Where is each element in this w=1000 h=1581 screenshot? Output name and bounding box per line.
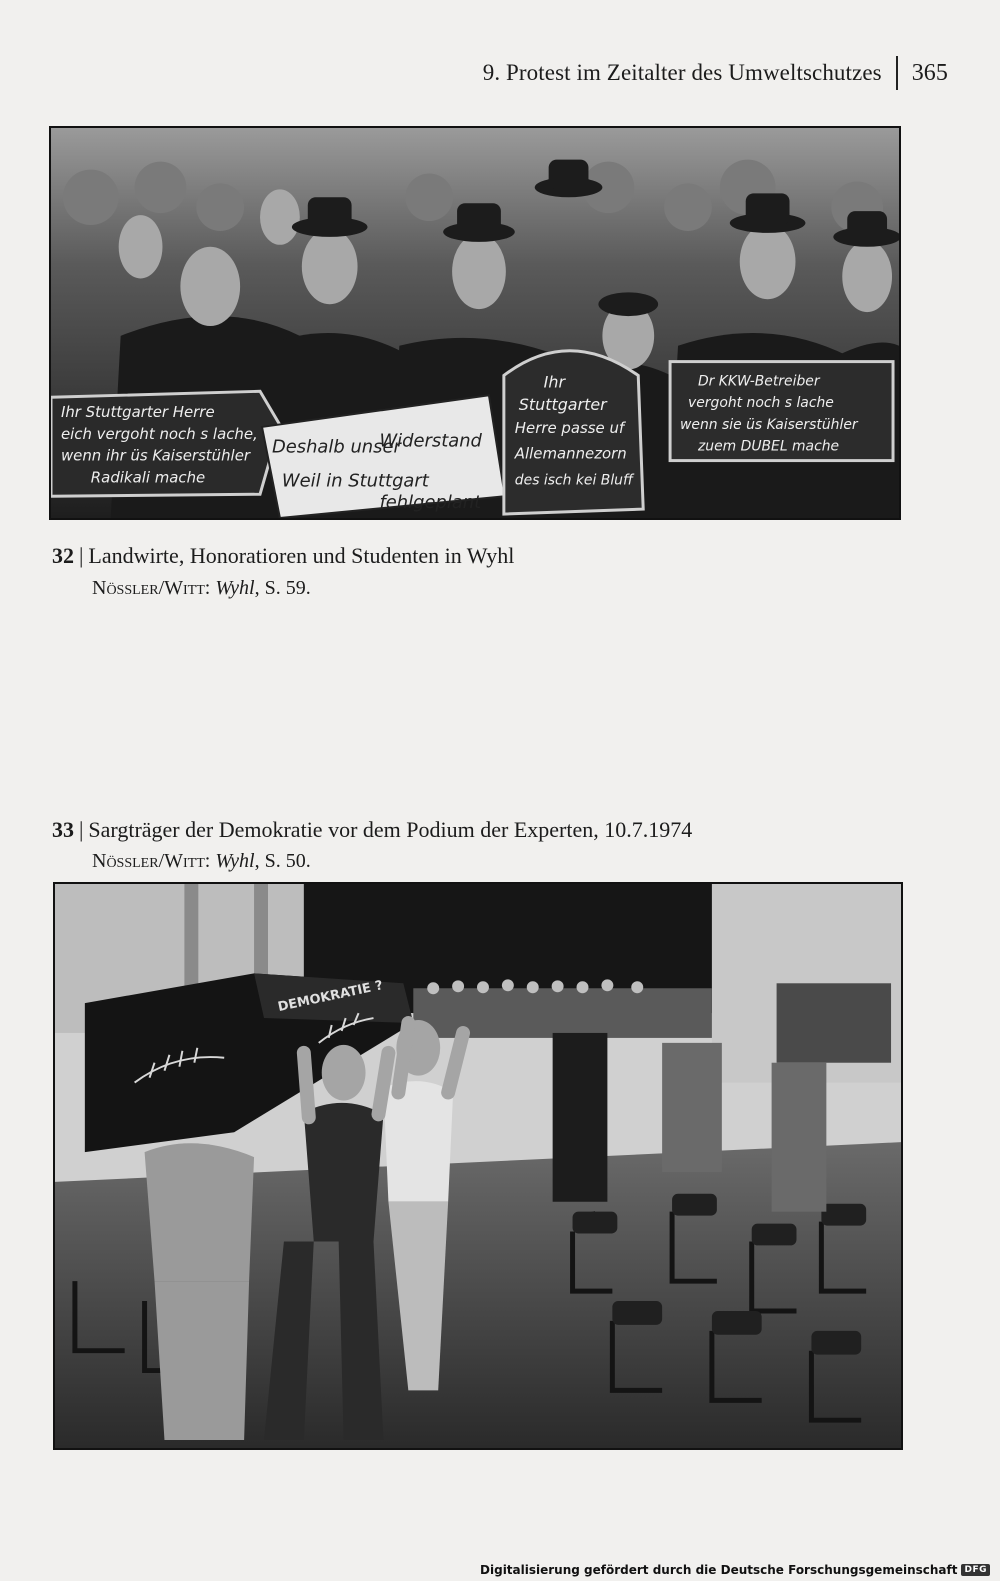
footer	[480, 1563, 990, 1577]
figure-33-photo	[53, 882, 903, 1450]
figure-32-photo	[49, 126, 901, 520]
footer-text: Digitalisierung gefördert durch die Deutsche Forschungsgemeinschaft	[480, 1563, 958, 1577]
figure-33-caption	[52, 817, 692, 843]
svg-text:Allemannezorn: Allemannezorn	[514, 444, 627, 463]
sign-1	[51, 391, 280, 496]
figure-number: 33	[52, 817, 74, 842]
caption-separator: |	[79, 817, 84, 842]
sign-3	[504, 351, 643, 514]
svg-text:vergoht noch s lache: vergoht noch s lache	[687, 395, 834, 412]
svg-text:Deshalb unser: Deshalb unser	[271, 436, 401, 458]
figure-33-source	[92, 850, 311, 873]
header-divider	[896, 56, 898, 90]
svg-text:Herre passe uf: Herre passe uf	[514, 418, 625, 437]
caption-text: Landwirte, Honoratioren und Studenten in Wyhl	[88, 543, 515, 568]
sign-4	[670, 362, 893, 461]
source-authors: Nössler/Witt:	[92, 577, 211, 599]
source-authors: Nössler/Witt:	[92, 850, 211, 872]
source-page: , S. 59.	[254, 577, 311, 599]
source-title: Wyhl	[215, 577, 255, 599]
svg-text:eich vergoht noch s lache,: eich vergoht noch s lache,	[60, 424, 258, 443]
svg-text:zuem DUBEL mache: zuem DUBEL mache	[697, 438, 840, 455]
svg-text:Dr KKW-Betreiber: Dr KKW-Betreiber	[697, 373, 820, 390]
svg-text:Widerstand: Widerstand	[379, 430, 482, 452]
svg-text:Radikali mache: Radikali mache	[90, 468, 206, 487]
figure-number: 32	[52, 543, 74, 568]
svg-text:des isch kei Bluff: des isch kei Bluff	[514, 472, 634, 489]
svg-text:Ihr Stuttgarter Herre: Ihr Stuttgarter Herre	[60, 403, 215, 422]
svg-text:wenn ihr üs Kaiserstühler: wenn ihr üs Kaiserstühler	[60, 446, 251, 465]
source-title: Wyhl	[215, 850, 255, 872]
svg-text:Stuttgarter: Stuttgarter	[518, 395, 607, 415]
page-number: 365	[911, 59, 948, 86]
figure-32-source	[92, 577, 311, 600]
svg-text:Weil in Stuttgart: Weil in Stuttgart	[281, 470, 429, 492]
svg-text:fehlgeplant: fehlgeplant	[379, 492, 482, 514]
caption-separator: |	[79, 543, 84, 568]
svg-text:wenn sie üs Kaiserstühler: wenn sie üs Kaiserstühler	[680, 416, 858, 433]
svg-text:Ihr: Ihr	[543, 372, 566, 392]
protest-crowd-photo	[51, 128, 899, 518]
chapter-title: 9. Protest im Zeitalter des Umweltschutzes	[482, 60, 882, 85]
coffin-bearers-photo	[55, 884, 901, 1448]
svg-text:DEMOKRATIE ?: DEMOKRATIE ?	[276, 978, 385, 1016]
source-page: , S. 50.	[254, 850, 311, 872]
running-head	[483, 56, 948, 90]
dfg-logo: DFG	[961, 1564, 990, 1576]
figure-32-caption	[52, 543, 514, 569]
caption-text: Sargträger der Demokratie vor dem Podium der Experten, 10.7.1974	[88, 817, 693, 842]
